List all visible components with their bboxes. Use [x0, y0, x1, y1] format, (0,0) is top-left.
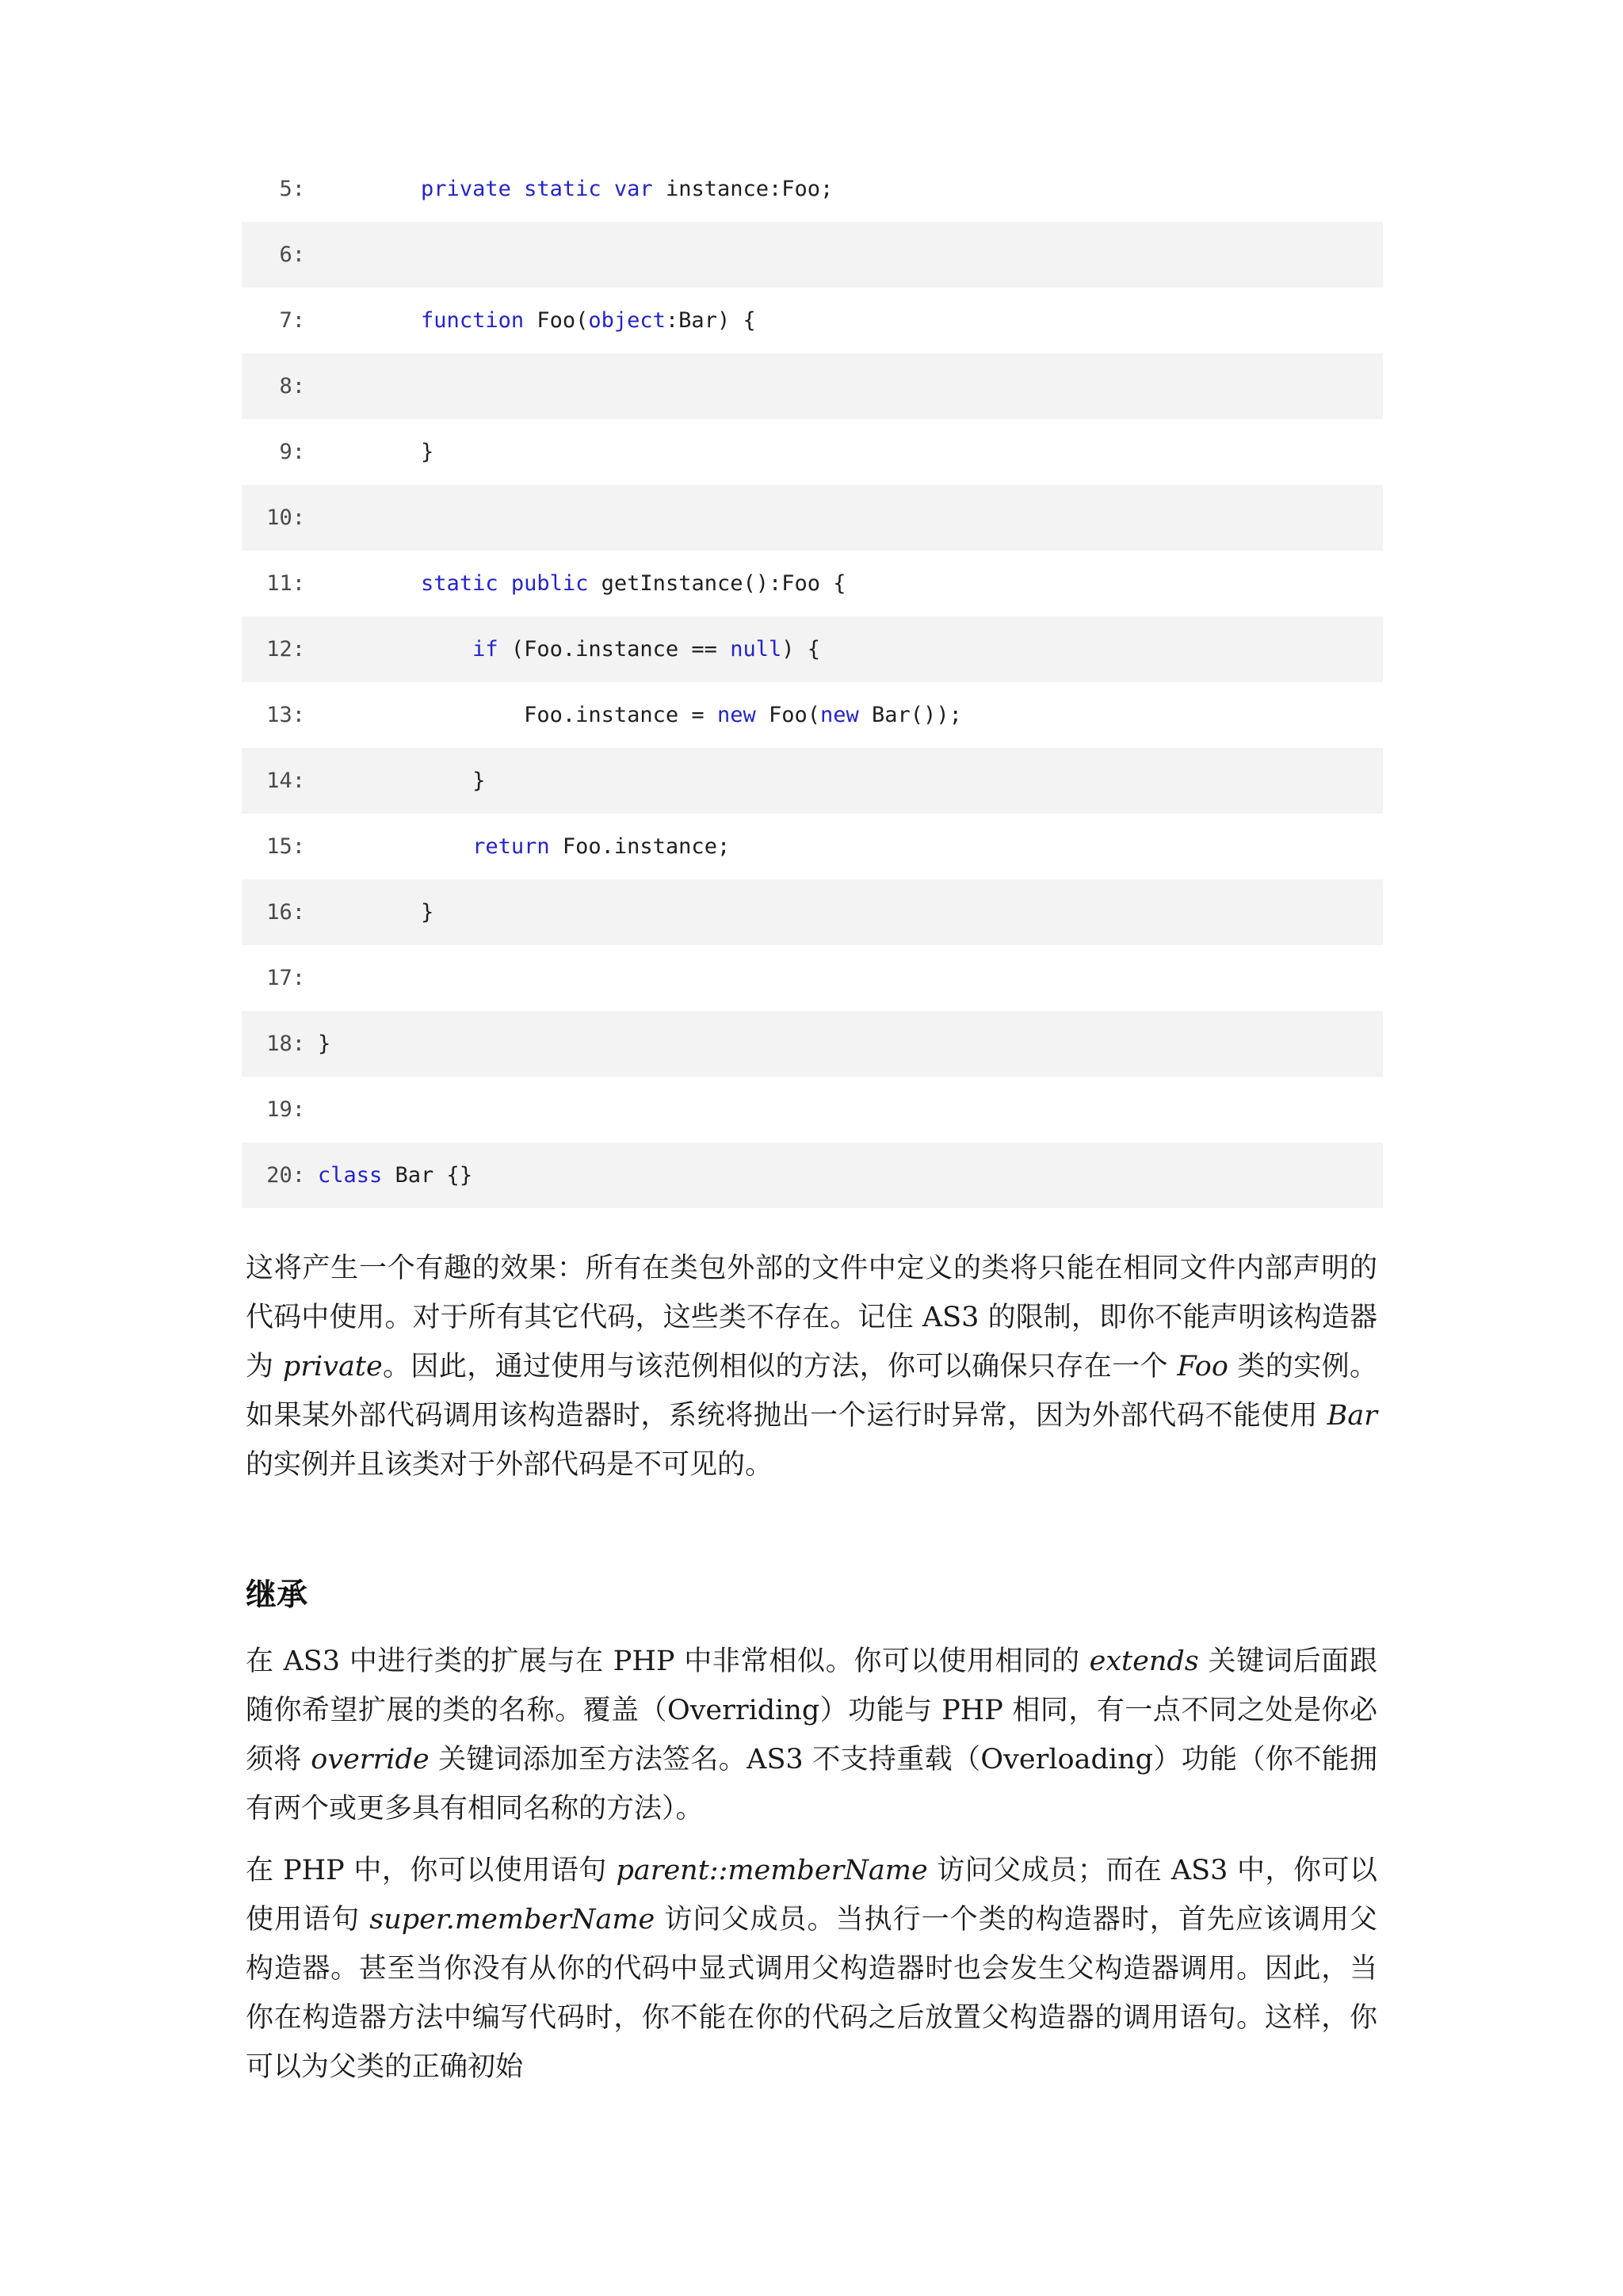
code-text — [305, 308, 756, 333]
code-line — [242, 1142, 1383, 1208]
code-indent — [318, 571, 421, 596]
code-token — [601, 177, 614, 201]
line-number: 11: — [266, 571, 305, 596]
code-line — [242, 551, 1383, 616]
code-keyword: private — [421, 177, 511, 201]
line-number: 6: — [279, 242, 305, 267]
line-number: 20: — [266, 1163, 305, 1188]
line-number: 10: — [266, 505, 305, 530]
italic-term: private — [282, 1351, 383, 1383]
code-line — [242, 945, 1383, 1011]
code-token: Foo( — [755, 703, 820, 727]
code-line — [242, 156, 1383, 222]
code-token — [498, 571, 511, 596]
code-keyword: class — [318, 1163, 383, 1188]
code-token: getInstance():Foo { — [588, 571, 846, 596]
code-token: (Foo.instance == — [498, 637, 731, 662]
code-indent — [318, 703, 524, 727]
code-token: } — [421, 440, 434, 464]
line-number: 16: — [266, 900, 305, 925]
text-span: 这将产生一个有趣的效果：所有在类包外部的文件中定义的类将只能在相同文件内部声明的代码中使用。对于所有其它代码，这些类不存在。记住 AS3 的限制，即你不能声明该构造器为 — [246, 1253, 1377, 1383]
code-keyword: if — [472, 637, 498, 662]
italic-term: Bar — [1327, 1400, 1377, 1432]
paragraph-private-constructor — [246, 1244, 1377, 1489]
section-heading-inheritance: 继承 — [246, 1577, 308, 1613]
code-indent — [318, 308, 421, 333]
code-token: Bar()); — [858, 703, 962, 727]
code-token: } — [472, 769, 486, 793]
line-number: 14: — [266, 769, 305, 793]
code-line — [242, 1011, 1383, 1077]
code-keyword: object — [588, 308, 666, 333]
line-number: 9: — [279, 440, 305, 464]
code-indent — [318, 769, 472, 793]
code-token: Foo.instance; — [549, 834, 731, 859]
code-line — [242, 419, 1383, 485]
code-token: Foo.instance = — [524, 703, 717, 727]
code-token: instance:Foo; — [652, 177, 834, 201]
code-text — [305, 703, 962, 727]
code-token: Foo( — [524, 308, 589, 333]
code-token: } — [318, 1032, 331, 1056]
line-number: 12: — [266, 637, 305, 662]
code-line — [242, 682, 1383, 748]
code-keyword: new — [820, 703, 859, 727]
code-indent — [318, 900, 421, 925]
code-line — [242, 814, 1383, 879]
line-number: 5: — [279, 177, 305, 201]
line-number: 17: — [266, 966, 305, 990]
code-line — [242, 616, 1383, 682]
code-line — [242, 288, 1383, 353]
code-text — [305, 900, 433, 925]
line-number: 13: — [266, 703, 305, 727]
code-indent — [318, 177, 421, 201]
code-indent — [318, 637, 472, 662]
code-token: ) { — [781, 637, 821, 662]
code-line — [242, 485, 1383, 551]
text-span: 在 AS3 中进行类的扩展与在 PHP 中非常相似。你可以使用相同的 — [246, 1646, 1090, 1677]
italic-term: parent::memberName — [616, 1855, 928, 1886]
line-number: 18: — [266, 1032, 305, 1056]
italic-term: override — [311, 1744, 430, 1775]
italic-term: Foo — [1177, 1351, 1228, 1383]
code-keyword: new — [716, 703, 756, 727]
code-line — [242, 222, 1383, 288]
code-keyword: function — [421, 308, 525, 333]
line-number: 8: — [279, 374, 305, 399]
code-text — [305, 1163, 472, 1188]
text-span: 类的实例。如果某外部代码调用该构造器时，系统将抛出一个运行时异常，因为外部代码不能使用 — [246, 1351, 1377, 1432]
paragraph-parent-members — [246, 1846, 1377, 2092]
code-line — [242, 748, 1383, 814]
code-keyword: static — [524, 177, 601, 201]
line-number: 19: — [266, 1097, 305, 1122]
text-span: 关键词添加至方法签名。AS3 不支持重载（Overloading）功能（你不能拥有两个或更多具有相同名称的方法）。 — [246, 1744, 1377, 1825]
paragraph-extends — [246, 1637, 1377, 1833]
code-text — [305, 637, 820, 662]
code-token — [511, 177, 524, 201]
code-indent — [318, 440, 421, 464]
code-indent — [318, 834, 472, 859]
italic-term: extends — [1089, 1646, 1199, 1677]
code-token: } — [421, 900, 434, 925]
code-text — [305, 440, 433, 464]
code-keyword: return — [472, 834, 550, 859]
code-block — [242, 156, 1383, 1208]
line-number: 15: — [266, 834, 305, 859]
code-line — [242, 353, 1383, 419]
text-span: 的实例并且该类对于外部代码是不可见的。 — [246, 1449, 773, 1481]
code-token: Bar {} — [382, 1163, 473, 1188]
text-span: 。因此，通过使用与该范例相似的方法，你可以确保只存在一个 — [382, 1351, 1178, 1383]
code-text — [305, 1032, 330, 1056]
text-span: 访问父成员。当执行一个类的构造器时，首先应该调用父构造器。甚至当你没有从你的代码中显式调用父构造器时也会发生父构造器调用。因此，当你在构造器方法中编写代码时，你不能在你的代码之后放置父构造器的调用语句。这样，你可以为父类的正确初始 — [246, 1904, 1377, 2083]
code-keyword: var — [613, 177, 653, 201]
code-text — [305, 571, 846, 596]
code-token: :Bar) { — [665, 308, 756, 333]
text-span: 关键词后面跟随你希望扩展的类的名称。覆盖（Overriding）功能与 PHP 相同，有一点不同之处是你必须将 — [246, 1646, 1377, 1775]
code-keyword: null — [730, 637, 782, 662]
text-span: 访问父成员；而在 AS3 中，你可以使用语句 — [246, 1855, 1378, 1936]
code-text — [305, 834, 730, 859]
code-text — [305, 769, 485, 793]
line-number: 7: — [279, 308, 305, 333]
code-text — [305, 177, 833, 201]
code-line — [242, 879, 1383, 945]
text-span: 在 PHP 中，你可以使用语句 — [246, 1855, 617, 1886]
code-line — [242, 1077, 1383, 1142]
italic-term: super.memberName — [369, 1904, 655, 1936]
code-keyword: static — [421, 571, 498, 596]
code-keyword: public — [510, 571, 589, 596]
